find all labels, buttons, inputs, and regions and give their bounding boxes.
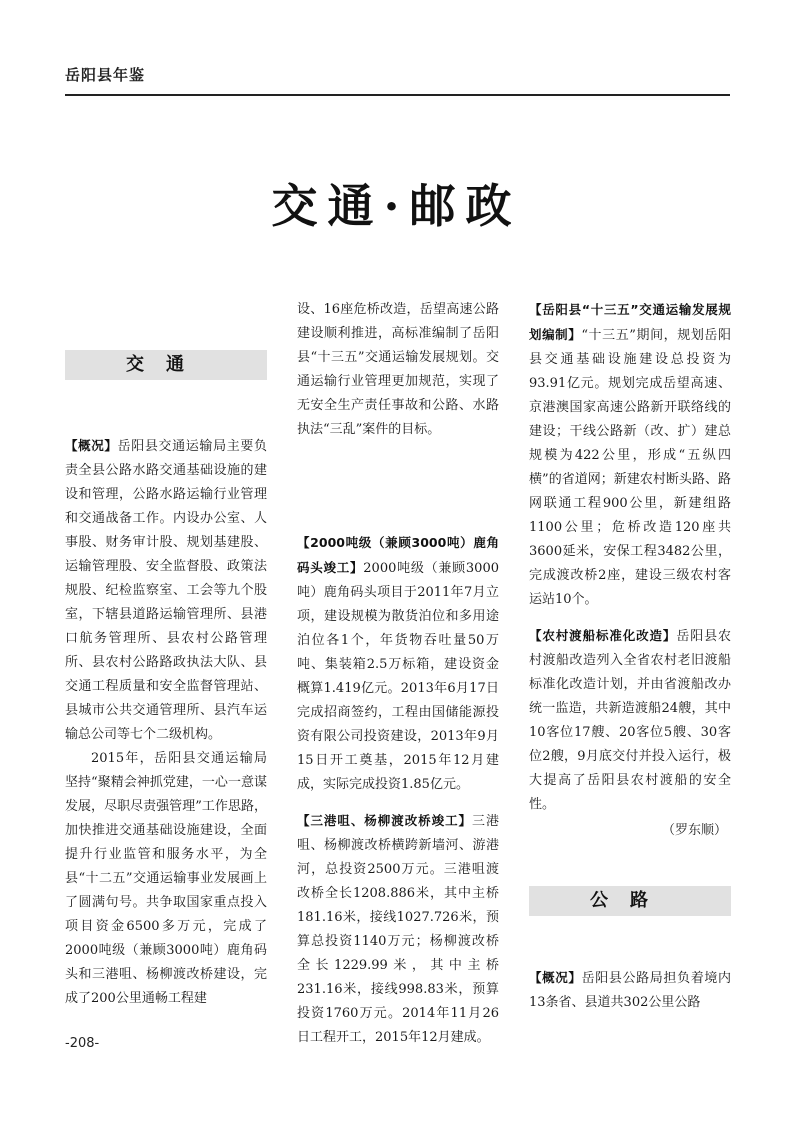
bridges-entry-text: 三港咀、杨柳渡改桥横跨新墙河、游港河，总投资2500万元。三港咀渡改桥全长1208.886米，其中主桥181.16米，接线1027.726米，预算总投资1140万元；杨柳渡改桥全长1229.99米，其中主桥231.16米，接线998.83米，预算投资1760万元。2014年11月26日工程开工，2015年12月建成。 (297, 814, 499, 1045)
running-header-title: 岳阳县年鉴 (65, 66, 146, 84)
wharf-entry (297, 531, 499, 797)
wharf-entry-lead: 【2000吨级（兼顾3000吨）鹿角码头竣工】 (297, 535, 499, 575)
ferry-entry (529, 624, 731, 817)
ferry-entry-lead: 【农村渡船标准化改造】 (529, 628, 677, 643)
ferry-entry-text: 岳阳县农村渡船改造列入全省农村老旧渡船标准化改造计划，并由省渡船改办统一监造，共新造渡船24艘，其中10客位17艘、20客位5艘、30客位2艘，9月底交付并投入运行，极大提高了岳阳县农村渡船的安全性。 (529, 629, 731, 812)
highway-overview-lead: 【概况】 (529, 970, 582, 985)
header-rule (65, 94, 730, 96)
column-left (65, 434, 267, 1011)
section-heading-transport: 交通 (65, 350, 267, 380)
plan-entry-lead: 【岳阳县“十三五”交通运输发展规划编制】 (529, 302, 731, 342)
plan-entry (529, 298, 731, 612)
highway-overview (529, 966, 731, 1015)
bridges-entry (297, 809, 499, 1050)
page-number: -208- (65, 1036, 100, 1051)
bridges-entry-lead: 【三港咀、杨柳渡改桥竣工】 (297, 813, 473, 828)
column-middle (297, 298, 499, 1050)
transport-summary-continuation: 设、16座危桥改造，岳望高速公路建设顺利推进，高标准编制了岳阳县“十三五”交通运输发展规划。交通运输行业管理更加规范，实现了无安全生产责任事故和公路、水路执法“三乱”案件的目标。 (297, 302, 499, 437)
transport-overview (65, 434, 267, 747)
transport-summary-paragraph: 2015年，岳阳县交通运输局坚持“聚精会神抓党建，一心一意谋发展，尽职尽责强管理”工作思路，加快推进交通基础设施建设，全面提升行业监管和服务水平，为全县“十二五”交通运输事业发展画上了圆满句号。共争取国家重点投入项目资金6500多万元，完成了2000吨级（兼顾3000吨）鹿角码头和三港咀、杨柳渡改桥建设，完成了200公里通畅工程建 (65, 751, 267, 1006)
highway-overview-text: 岳阳县公路局担负着境内13条省、县道共302公里公路 (529, 971, 731, 1010)
transport-overview-text: 岳阳县交通运输局主要负责全县公路水路交通基础设施的建设和管理，公路水路运输行业管理和交通战备工作。内设办公室、人事股、财务审计股、规划基建股、运输管理股、安全监督股、政策法规股、纪检监察室、工会等九个股室，下辖县道路运输管理所、县港口航务管理所、县农村公路管理所、县农村公路路政执法大队、县交通工程质量和安全监督管理站、县城市公共交通管理所、县汽车运输总公司等七个二级机构。 (65, 439, 267, 742)
transport-overview-lead: 【概况】 (65, 438, 118, 453)
author-signature: （罗东顺） (661, 823, 727, 838)
section-heading-highway: 公路 (529, 886, 731, 916)
page-title: 交通·邮政 (271, 179, 522, 233)
plan-entry-text: “十三五”期间，规划岳阳县交通基础设施建设总投资为93.91亿元。规划完成岳望高速、京港澳国家高速公路新开联络线的建设；干线公路新（改、扩）建总规模为422公里，形成“五纵四横”的省道网；新建农村断头路、路网联通工程900公里，新建组路1100公里；危桥改造120座共3600延米，安保工程3482公里，完成渡改桥2座，建设三级农村客运站10个。 (529, 328, 731, 607)
column-right (529, 298, 731, 843)
wharf-entry-text: 2000吨级（兼顾3000吨）鹿角码头项目于2011年7月立项，建设规模为散货泊位和多用途泊位各1个，年货物吞吐量50万吨、集装箱2.5万标箱，建设资金概算1.419亿元。2013年6月17日完成招商签约，工程由国储能源投资有限公司投资建设，2013年9月15日开工奠基，2015年12月建成，实际完成投资1.85亿元。 (297, 561, 499, 792)
